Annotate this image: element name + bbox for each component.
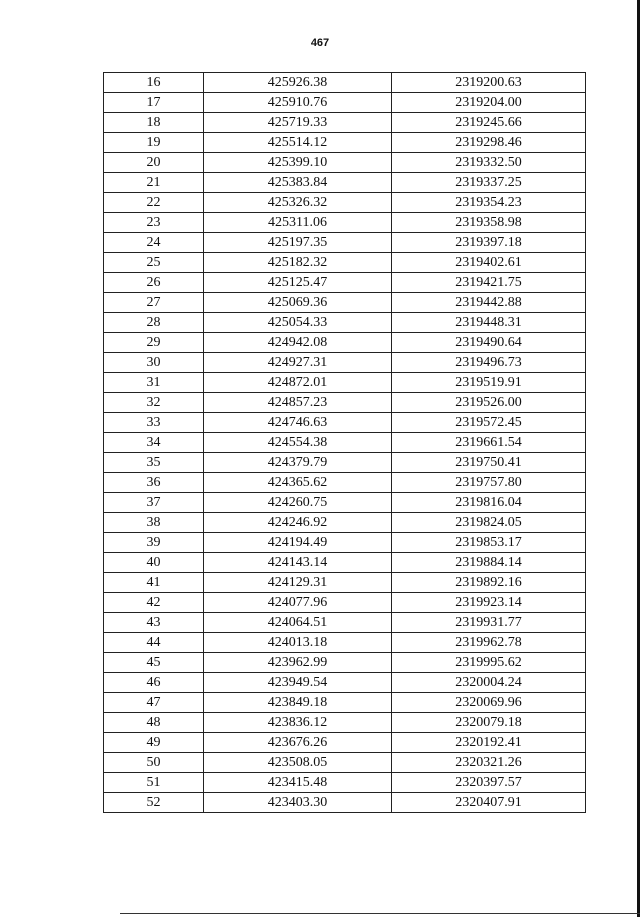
x-coordinate-cell: 425182.32 — [204, 253, 392, 273]
point-number-cell: 44 — [104, 633, 204, 653]
table-row — [104, 773, 586, 793]
y-coordinate-cell: 2319332.50 — [392, 153, 586, 173]
table-row — [104, 293, 586, 313]
table-row — [104, 253, 586, 273]
point-number-cell: 25 — [104, 253, 204, 273]
point-number-cell: 26 — [104, 273, 204, 293]
x-coordinate-cell: 425926.38 — [204, 73, 392, 93]
x-coordinate-cell: 423676.26 — [204, 733, 392, 753]
point-number-cell: 41 — [104, 573, 204, 593]
x-coordinate-cell: 424857.23 — [204, 393, 392, 413]
table-row — [104, 733, 586, 753]
point-number-cell: 20 — [104, 153, 204, 173]
point-number-cell: 18 — [104, 113, 204, 133]
table-row — [104, 473, 586, 493]
point-number-cell: 39 — [104, 533, 204, 553]
x-coordinate-cell: 424927.31 — [204, 353, 392, 373]
point-number-cell: 16 — [104, 73, 204, 93]
table-row — [104, 173, 586, 193]
point-number-cell: 23 — [104, 213, 204, 233]
table-row — [104, 553, 586, 573]
y-coordinate-cell: 2319245.66 — [392, 113, 586, 133]
x-coordinate-cell: 425311.06 — [204, 213, 392, 233]
x-coordinate-cell: 424365.62 — [204, 473, 392, 493]
y-coordinate-cell: 2319526.00 — [392, 393, 586, 413]
y-coordinate-cell: 2319442.88 — [392, 293, 586, 313]
y-coordinate-cell: 2320192.41 — [392, 733, 586, 753]
point-number-cell: 36 — [104, 473, 204, 493]
point-number-cell: 51 — [104, 773, 204, 793]
y-coordinate-cell: 2319519.91 — [392, 373, 586, 393]
y-coordinate-cell: 2319931.77 — [392, 613, 586, 633]
table-row — [104, 793, 586, 813]
coordinates-table-body — [104, 73, 586, 813]
y-coordinate-cell: 2320004.24 — [392, 673, 586, 693]
y-coordinate-cell: 2320069.96 — [392, 693, 586, 713]
x-coordinate-cell: 425054.33 — [204, 313, 392, 333]
point-number-cell: 30 — [104, 353, 204, 373]
y-coordinate-cell: 2319750.41 — [392, 453, 586, 473]
table-row — [104, 93, 586, 113]
point-number-cell: 37 — [104, 493, 204, 513]
table-row — [104, 593, 586, 613]
y-coordinate-cell: 2319397.18 — [392, 233, 586, 253]
point-number-cell: 31 — [104, 373, 204, 393]
point-number-cell: 32 — [104, 393, 204, 413]
point-number-cell: 47 — [104, 693, 204, 713]
table-row — [104, 193, 586, 213]
y-coordinate-cell: 2319354.23 — [392, 193, 586, 213]
x-coordinate-cell: 424746.63 — [204, 413, 392, 433]
x-coordinate-cell: 424064.51 — [204, 613, 392, 633]
x-coordinate-cell: 424194.49 — [204, 533, 392, 553]
y-coordinate-cell: 2319402.61 — [392, 253, 586, 273]
point-number-cell: 42 — [104, 593, 204, 613]
y-coordinate-cell: 2320397.57 — [392, 773, 586, 793]
x-coordinate-cell: 424013.18 — [204, 633, 392, 653]
x-coordinate-cell: 424129.31 — [204, 573, 392, 593]
y-coordinate-cell: 2319962.78 — [392, 633, 586, 653]
table-row — [104, 313, 586, 333]
table-row — [104, 433, 586, 453]
x-coordinate-cell: 425326.32 — [204, 193, 392, 213]
x-coordinate-cell: 424260.75 — [204, 493, 392, 513]
point-number-cell: 22 — [104, 193, 204, 213]
table-row — [104, 573, 586, 593]
point-number-cell: 35 — [104, 453, 204, 473]
y-coordinate-cell: 2319816.04 — [392, 493, 586, 513]
table-row — [104, 653, 586, 673]
y-coordinate-cell: 2319298.46 — [392, 133, 586, 153]
point-number-cell: 48 — [104, 713, 204, 733]
y-coordinate-cell: 2320079.18 — [392, 713, 586, 733]
x-coordinate-cell: 423949.54 — [204, 673, 392, 693]
table-row — [104, 273, 586, 293]
point-number-cell: 28 — [104, 313, 204, 333]
point-number-cell: 45 — [104, 653, 204, 673]
y-coordinate-cell: 2319448.31 — [392, 313, 586, 333]
x-coordinate-cell: 424143.14 — [204, 553, 392, 573]
coordinates-table — [103, 72, 586, 813]
x-coordinate-cell: 424554.38 — [204, 433, 392, 453]
point-number-cell: 17 — [104, 93, 204, 113]
x-coordinate-cell: 424246.92 — [204, 513, 392, 533]
y-coordinate-cell: 2319853.17 — [392, 533, 586, 553]
point-number-cell: 52 — [104, 793, 204, 813]
table-row — [104, 693, 586, 713]
table-row — [104, 453, 586, 473]
y-coordinate-cell: 2319572.45 — [392, 413, 586, 433]
point-number-cell: 46 — [104, 673, 204, 693]
point-number-cell: 50 — [104, 753, 204, 773]
point-number-cell: 34 — [104, 433, 204, 453]
x-coordinate-cell: 425719.33 — [204, 113, 392, 133]
table-row — [104, 713, 586, 733]
x-coordinate-cell: 423836.12 — [204, 713, 392, 733]
y-coordinate-cell: 2319757.80 — [392, 473, 586, 493]
point-number-cell: 27 — [104, 293, 204, 313]
point-number-cell: 33 — [104, 413, 204, 433]
x-coordinate-cell: 423849.18 — [204, 693, 392, 713]
table-row — [104, 493, 586, 513]
y-coordinate-cell: 2319923.14 — [392, 593, 586, 613]
table-row — [104, 613, 586, 633]
x-coordinate-cell: 423415.48 — [204, 773, 392, 793]
point-number-cell: 40 — [104, 553, 204, 573]
y-coordinate-cell: 2320321.26 — [392, 753, 586, 773]
table-row — [104, 633, 586, 653]
table-row — [104, 153, 586, 173]
table-row — [104, 213, 586, 233]
table-row — [104, 353, 586, 373]
table-row — [104, 373, 586, 393]
point-number-cell: 38 — [104, 513, 204, 533]
y-coordinate-cell: 2319204.00 — [392, 93, 586, 113]
point-number-cell: 19 — [104, 133, 204, 153]
x-coordinate-cell: 425399.10 — [204, 153, 392, 173]
x-coordinate-cell: 423508.05 — [204, 753, 392, 773]
point-number-cell: 21 — [104, 173, 204, 193]
y-coordinate-cell: 2319661.54 — [392, 433, 586, 453]
x-coordinate-cell: 423403.30 — [204, 793, 392, 813]
table-row — [104, 413, 586, 433]
x-coordinate-cell: 425069.36 — [204, 293, 392, 313]
table-row — [104, 533, 586, 553]
point-number-cell: 49 — [104, 733, 204, 753]
table-row — [104, 513, 586, 533]
table-row — [104, 133, 586, 153]
y-coordinate-cell: 2319200.63 — [392, 73, 586, 93]
x-coordinate-cell: 424942.08 — [204, 333, 392, 353]
table-row — [104, 333, 586, 353]
point-number-cell: 43 — [104, 613, 204, 633]
x-coordinate-cell: 424077.96 — [204, 593, 392, 613]
y-coordinate-cell: 2319337.25 — [392, 173, 586, 193]
table-row — [104, 753, 586, 773]
point-number-cell: 24 — [104, 233, 204, 253]
y-coordinate-cell: 2319824.05 — [392, 513, 586, 533]
x-coordinate-cell: 424872.01 — [204, 373, 392, 393]
x-coordinate-cell: 425910.76 — [204, 93, 392, 113]
table-row — [104, 233, 586, 253]
table-row — [104, 673, 586, 693]
x-coordinate-cell: 425125.47 — [204, 273, 392, 293]
point-number-cell: 29 — [104, 333, 204, 353]
table-row — [104, 393, 586, 413]
table-row — [104, 73, 586, 93]
y-coordinate-cell: 2319358.98 — [392, 213, 586, 233]
table-row — [104, 113, 586, 133]
x-coordinate-cell: 423962.99 — [204, 653, 392, 673]
x-coordinate-cell: 425197.35 — [204, 233, 392, 253]
scan-edge-bottom — [120, 913, 640, 914]
y-coordinate-cell: 2319995.62 — [392, 653, 586, 673]
x-coordinate-cell: 425383.84 — [204, 173, 392, 193]
y-coordinate-cell: 2319884.14 — [392, 553, 586, 573]
page-number: 467 — [310, 37, 330, 49]
y-coordinate-cell: 2319496.73 — [392, 353, 586, 373]
y-coordinate-cell: 2319421.75 — [392, 273, 586, 293]
x-coordinate-cell: 425514.12 — [204, 133, 392, 153]
x-coordinate-cell: 424379.79 — [204, 453, 392, 473]
y-coordinate-cell: 2319892.16 — [392, 573, 586, 593]
y-coordinate-cell: 2319490.64 — [392, 333, 586, 353]
y-coordinate-cell: 2320407.91 — [392, 793, 586, 813]
